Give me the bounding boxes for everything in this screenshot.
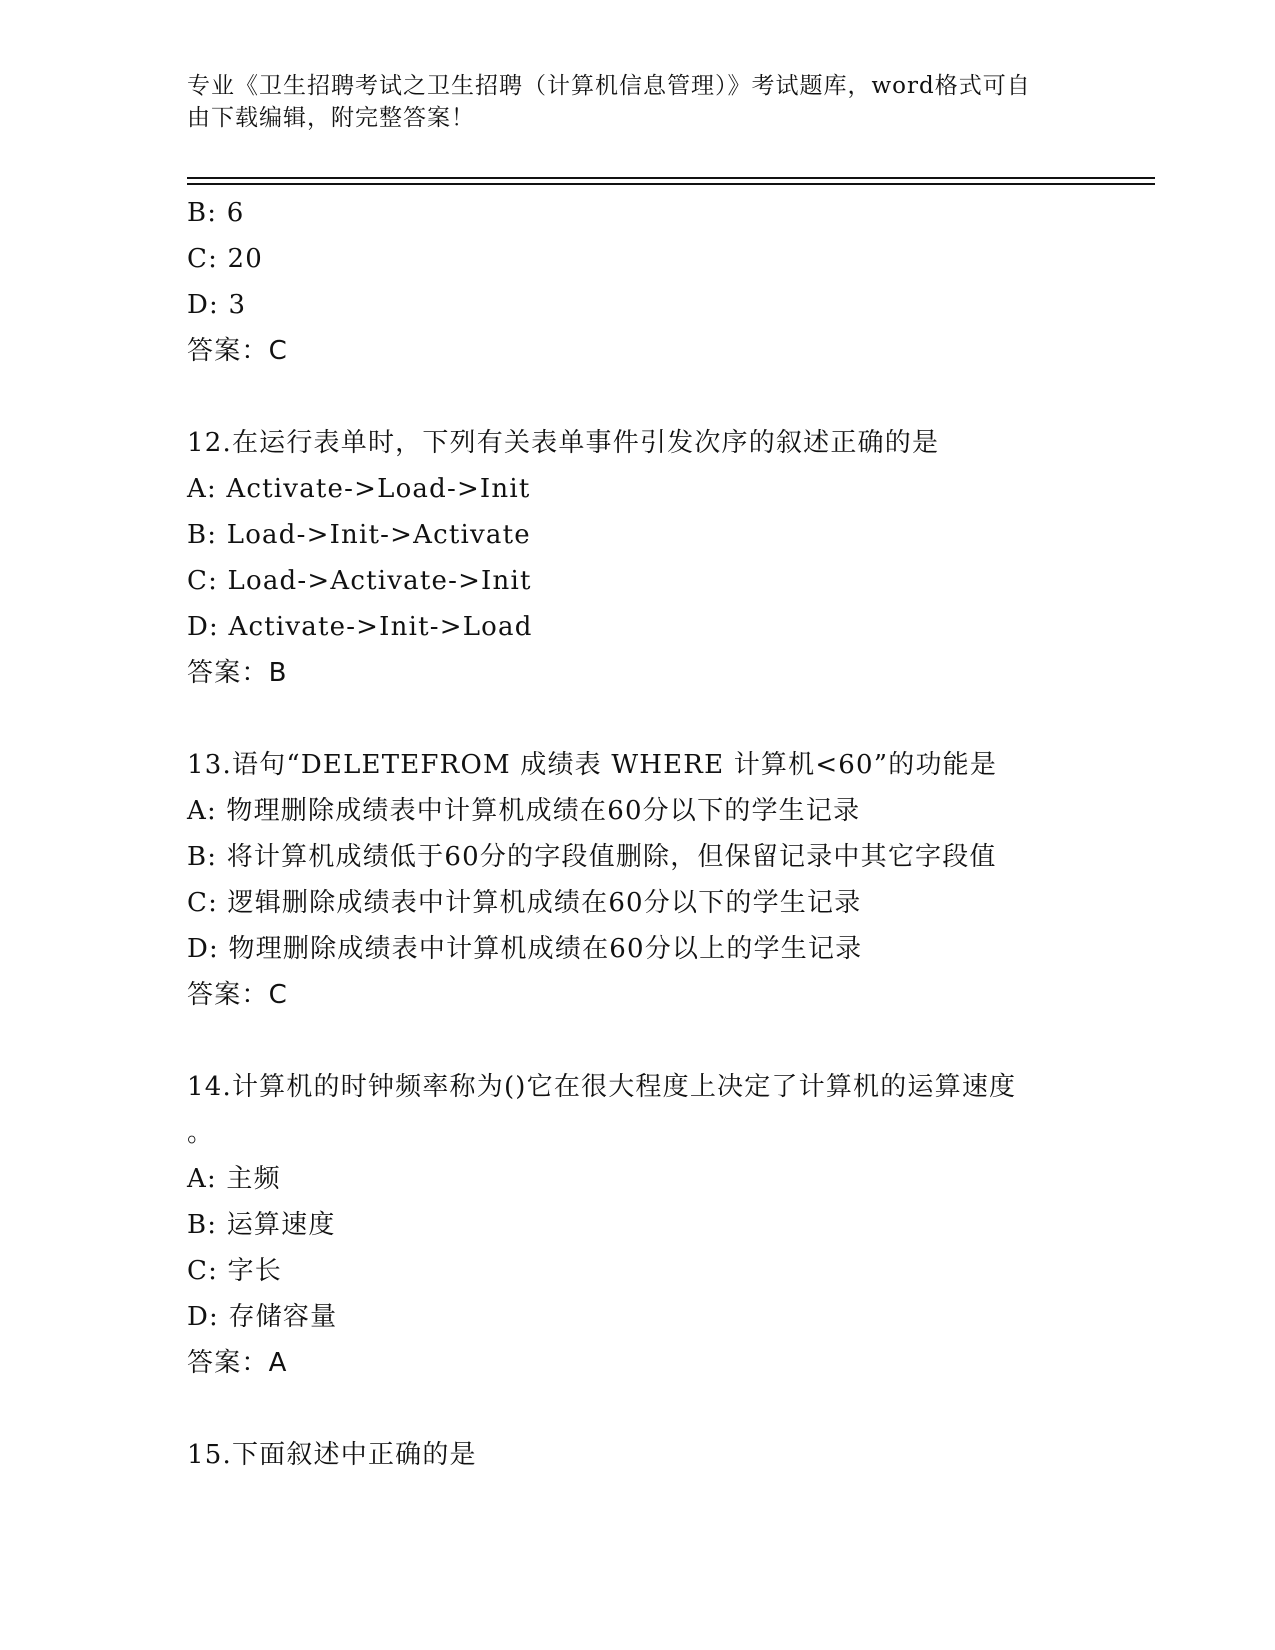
question-stem: 14.计算机的时钟频率称为()它在很大程度上决定了计算机的运算速度 — [187, 1072, 1017, 1102]
header-divider-bottom — [187, 183, 1155, 185]
spacer — [187, 1386, 1187, 1432]
option-c: C: 逻辑删除成绩表中计算机成绩在60分以下的学生记录 — [187, 888, 862, 918]
answer-line: 答案：C — [187, 336, 288, 366]
option-b: B: 6 — [187, 198, 245, 228]
option-b: B: Load->Init->Activate — [187, 520, 531, 550]
question-12-block — [187, 420, 1187, 696]
spacer — [187, 374, 1187, 420]
question-13-block — [187, 742, 1187, 1018]
answer-line: 答案：A — [187, 1348, 288, 1378]
question-stem: 13.语句“DELETEFROM 成绩表 WHERE 计算机<60”的功能是 — [187, 750, 998, 780]
option-a: A: 主频 — [187, 1164, 281, 1194]
spacer — [187, 1018, 1187, 1064]
option-a: A: 物理删除成绩表中计算机成绩在60分以下的学生记录 — [187, 796, 861, 826]
option-c: C: 字长 — [187, 1256, 282, 1286]
answer-line: 答案：B — [187, 658, 288, 688]
question-stem-continuation: 。 — [187, 1118, 215, 1148]
question-14-block — [187, 1064, 1187, 1386]
option-c: C: Load->Activate->Init — [187, 566, 532, 596]
document-header — [187, 70, 1067, 134]
header-divider-top — [187, 177, 1155, 179]
header-line-2: 由下载编辑，附完整答案！ — [187, 105, 475, 131]
answer-line: 答案：C — [187, 980, 288, 1010]
prev-question-block — [187, 190, 1187, 374]
question-stem: 15.下面叙述中正确的是 — [187, 1440, 477, 1470]
question-stem: 12.在运行表单时，下列有关表单事件引发次序的叙述正确的是 — [187, 428, 940, 458]
option-b: B: 运算速度 — [187, 1210, 336, 1240]
question-15-block — [187, 1432, 1187, 1478]
option-c: C: 20 — [187, 244, 264, 274]
option-d: D: 存储容量 — [187, 1302, 338, 1332]
option-a: A: Activate->Load->Init — [187, 474, 531, 504]
option-b: B: 将计算机成绩低于60分的字段值删除，但保留记录中其它字段值 — [187, 842, 997, 872]
option-d: D: Activate->Init->Load — [187, 612, 533, 642]
spacer — [187, 696, 1187, 742]
question-list — [187, 190, 1187, 1478]
option-d: D: 物理删除成绩表中计算机成绩在60分以上的学生记录 — [187, 934, 863, 964]
header-line-1: 专业《卫生招聘考试之卫生招聘（计算机信息管理）》考试题库，word格式可自 — [187, 73, 1031, 99]
option-d: D: 3 — [187, 290, 247, 320]
